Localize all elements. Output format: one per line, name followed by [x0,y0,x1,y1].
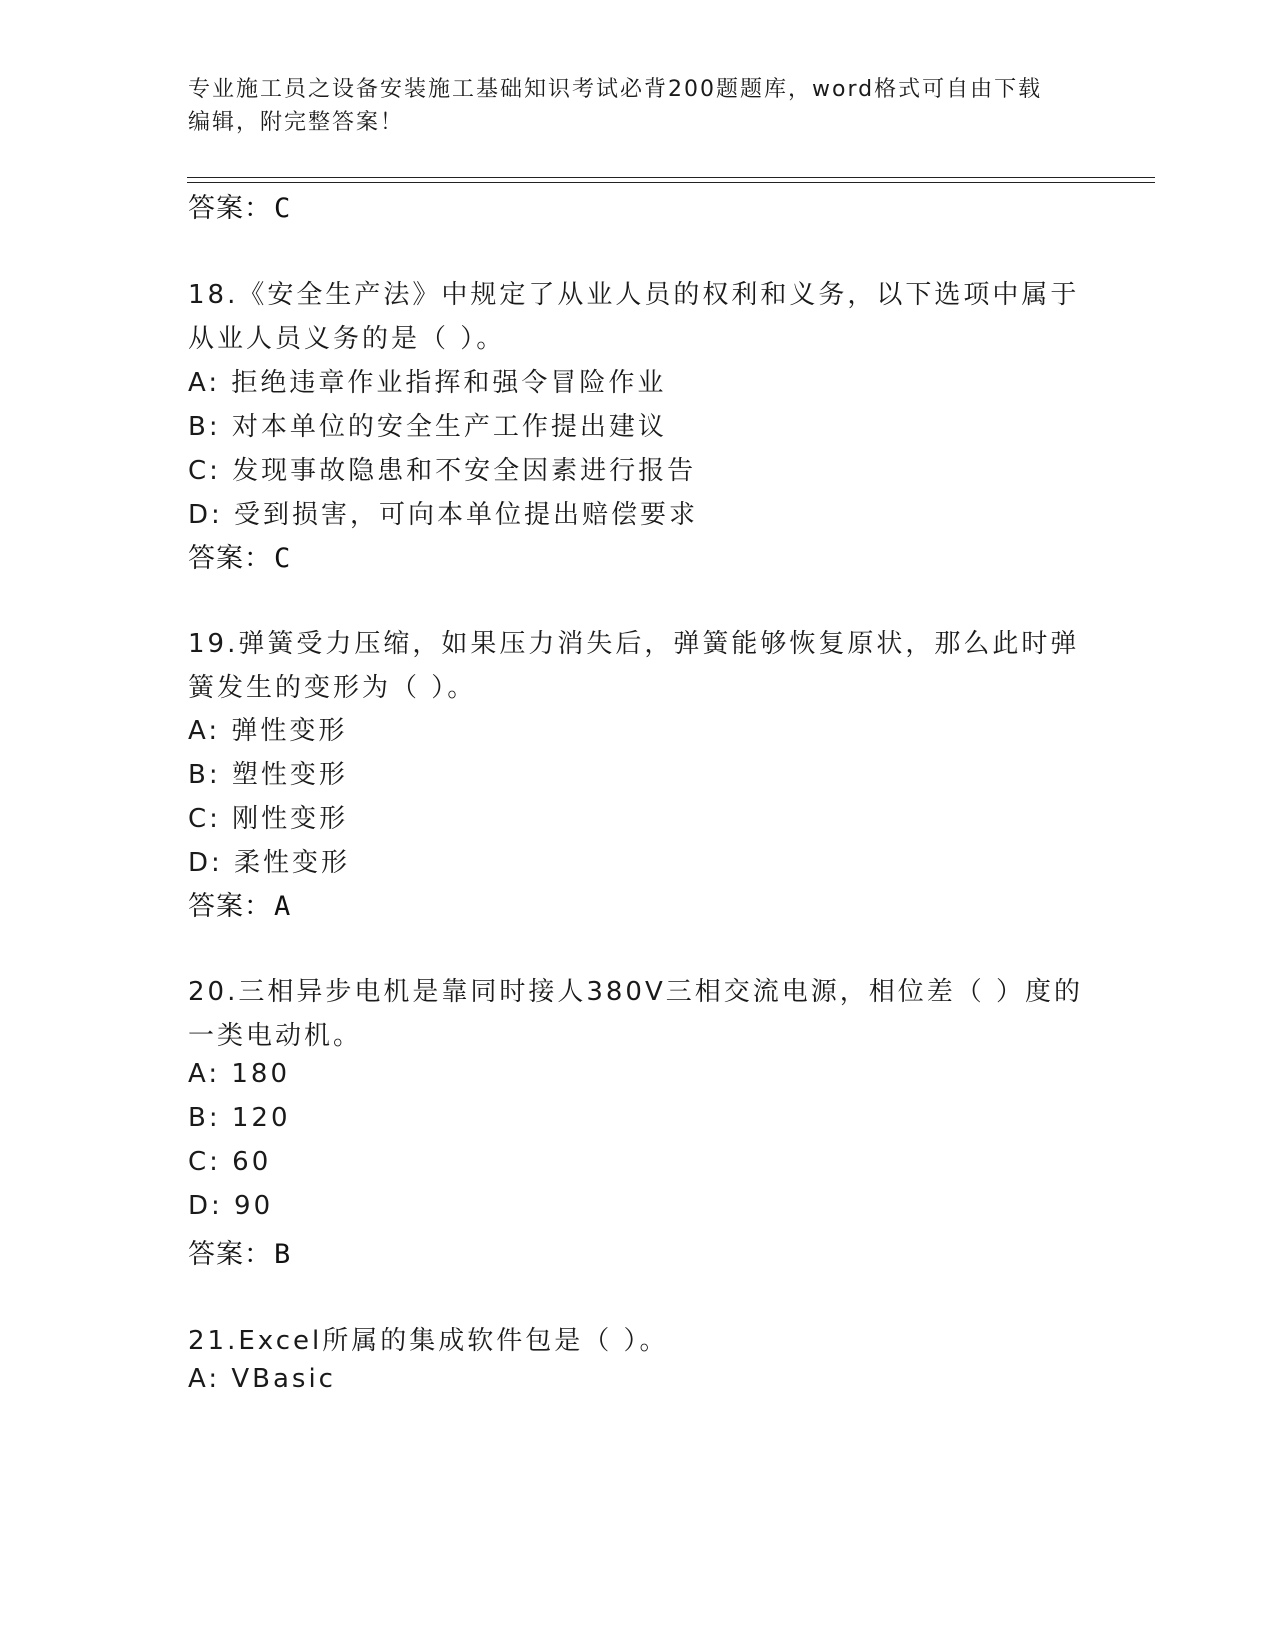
answer-line [188,186,291,225]
question-20-answer [188,1232,291,1271]
answer-prefix: 答案： [188,1239,272,1270]
question-18-option-a: A: 拒绝违章作业指挥和强令冒险作业 [188,368,667,398]
header-line-2: 编辑，附完整答案！ [188,110,405,135]
question-20-option-c: C: 60 [188,1147,272,1177]
header-divider-top [187,177,1155,178]
question-18-stem-line-1: 18.《安全生产法》中规定了从业人员的权利和义务，以下选项中属于 [188,280,1080,310]
question-19-stem-line-2: 簧发生的变形为（ ）。 [188,673,477,703]
question-20-option-a: A: 180 [188,1059,290,1089]
question-18-option-b: B: 对本单位的安全生产工作提出建议 [188,412,667,442]
question-19-option-b: B: 塑性变形 [188,760,348,790]
question-19-answer [188,884,291,923]
question-20-stem-line-2: 一类电动机。 [188,1021,363,1051]
header-divider-bottom [187,182,1155,183]
question-18-option-d: D: 受到损害，可向本单位提出赔偿要求 [188,500,699,530]
question-18-answer [188,536,291,575]
question-21-stem-line-1: 21.Excel所属的集成软件包是（ ）。 [188,1326,669,1356]
answer-value: C [274,543,292,574]
answer-prefix: 答案： [188,891,272,922]
answer-prefix: 答案： [188,543,272,574]
answer-value: C [274,193,292,224]
question-18-stem-line-2: 从业人员义务的是（ ）。 [188,324,506,354]
answer-prefix: 答案： [188,193,272,224]
question-20-stem-line-1: 20.三相异步电机是靠同时接人380V三相交流电源，相位差（ ）度的 [188,977,1084,1007]
answer-value: A [274,891,292,922]
question-19-option-c: C: 刚性变形 [188,804,349,834]
answer-value: B [274,1239,292,1270]
question-18-option-c: C: 发现事故隐患和不安全因素进行报告 [188,456,697,486]
question-21-option-a: A: VBasic [188,1364,336,1394]
question-19-option-d: D: 柔性变形 [188,848,351,878]
question-20-option-b: B: 120 [188,1103,291,1133]
question-19-stem-line-1: 19.弹簧受力压缩，如果压力消失后，弹簧能够恢复原状，那么此时弹 [188,629,1080,659]
question-19-option-a: A: 弹性变形 [188,716,348,746]
question-20-option-d: D: 90 [188,1191,274,1221]
header-line-1: 专业施工员之设备安装施工基础知识考试必背200题题库，word格式可自由下载 [188,77,1043,102]
document-header [188,73,1068,139]
